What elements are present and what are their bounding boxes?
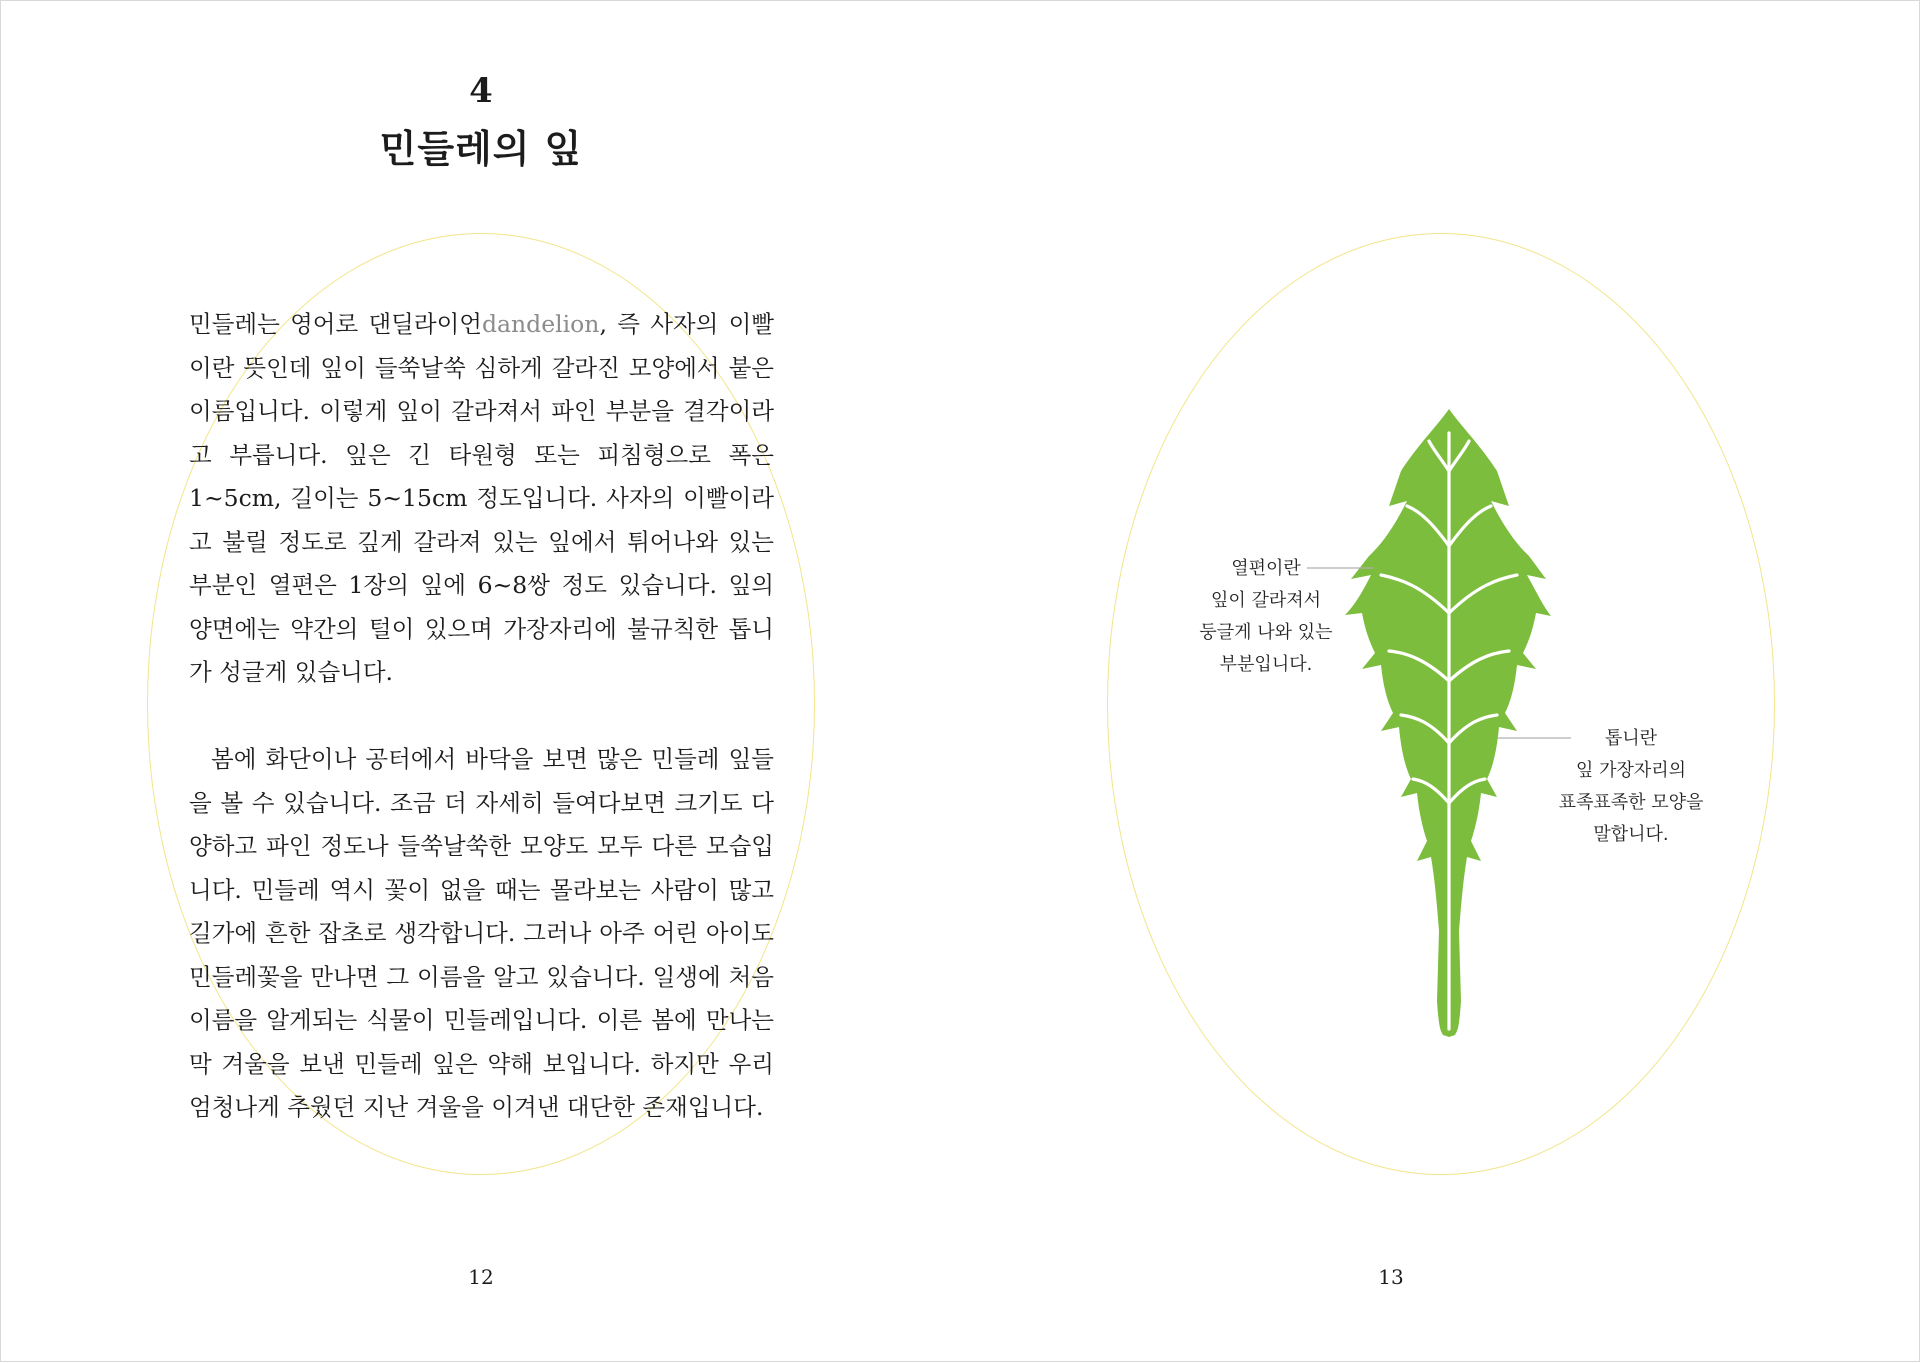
callout-lobe-line: 둥글게 나와 있는 <box>1199 622 1333 643</box>
chapter-number: 4 <box>469 71 493 111</box>
body-text <box>189 303 774 1130</box>
paragraph-2: 봄에 화단이나 공터에서 바닥을 보면 많은 민들레 잎들을 볼 수 있습니다. 조금 더 자세히 들여다보면 크기도 다양하고 파인 정도나 들쑥날쑥한 모양도 모두 다른 모습입니다. 민들레 역시 꽃이 없을 때는 몰라보는 사람이 많고 길가에 흔한 잡초로 생각합니다. 그러나 아주 어린 아이도 민들레꽃을 만나면 그 이름을 알고 있습니다. 일생에 처음 이름을 알게되는 식물이 민들레입니다. 이른 봄에 만나는 막 겨울을 보낸 민들레 잎은 약해 보입니다. 하지만 우리 엄청나게 추웠던 지난 겨울을 이겨낸 대단한 존재입니다. <box>189 745 774 1121</box>
callout-teeth <box>1531 723 1731 851</box>
callout-teeth-line: 톱니란 <box>1604 728 1658 749</box>
dandelion-leaf-illustration <box>961 1 1920 1363</box>
page-number-left: 12 <box>468 1265 494 1289</box>
page-number-right: 13 <box>1378 1265 1404 1289</box>
callout-teeth-line: 말합니다. <box>1593 824 1669 845</box>
paragraph-1-start: 민들레는 영어로 댄딜라이언 <box>189 310 482 338</box>
right-page <box>961 1 1920 1363</box>
callout-teeth-line: 잎 가장자리의 <box>1575 760 1687 781</box>
callout-lobe-line: 잎이 갈라져서 <box>1210 590 1322 611</box>
chapter-title: 민들레의 잎 <box>379 126 583 171</box>
paragraph-1 <box>189 303 774 695</box>
english-term: dandelion <box>481 310 600 338</box>
left-page <box>1 1 961 1363</box>
callout-lobe-line: 부분입니다. <box>1219 654 1313 675</box>
callout-lobe <box>1176 553 1356 681</box>
paragraph-1-rest: , 즉 사자의 이빨이란 뜻인데 잎이 들쑥날쑥 심하게 갈라진 모양에서 붙은 이름입니다. 이렇게 잎이 갈라져서 파인 부분을 결각이라고 부릅니다. 잎은 긴 타원형 또는 피침형으로 폭은 1~5cm, 길이는 5~15cm 정도입니다. 사자의 이빨이라고 불릴 정도로 깊게 갈라져 있는 잎에서 튀어나와 있는 부분인 열편은 1장의 잎에 6~8쌍 정도 있습니다. 잎의 양면에는 약간의 털이 있으며 가장자리에 불규칙한 톱니가 성글게 있습니다. <box>189 310 774 686</box>
callout-teeth-line: 표족표족한 모양을 <box>1558 792 1704 813</box>
callout-lobe-line: 열편이란 <box>1231 558 1301 579</box>
